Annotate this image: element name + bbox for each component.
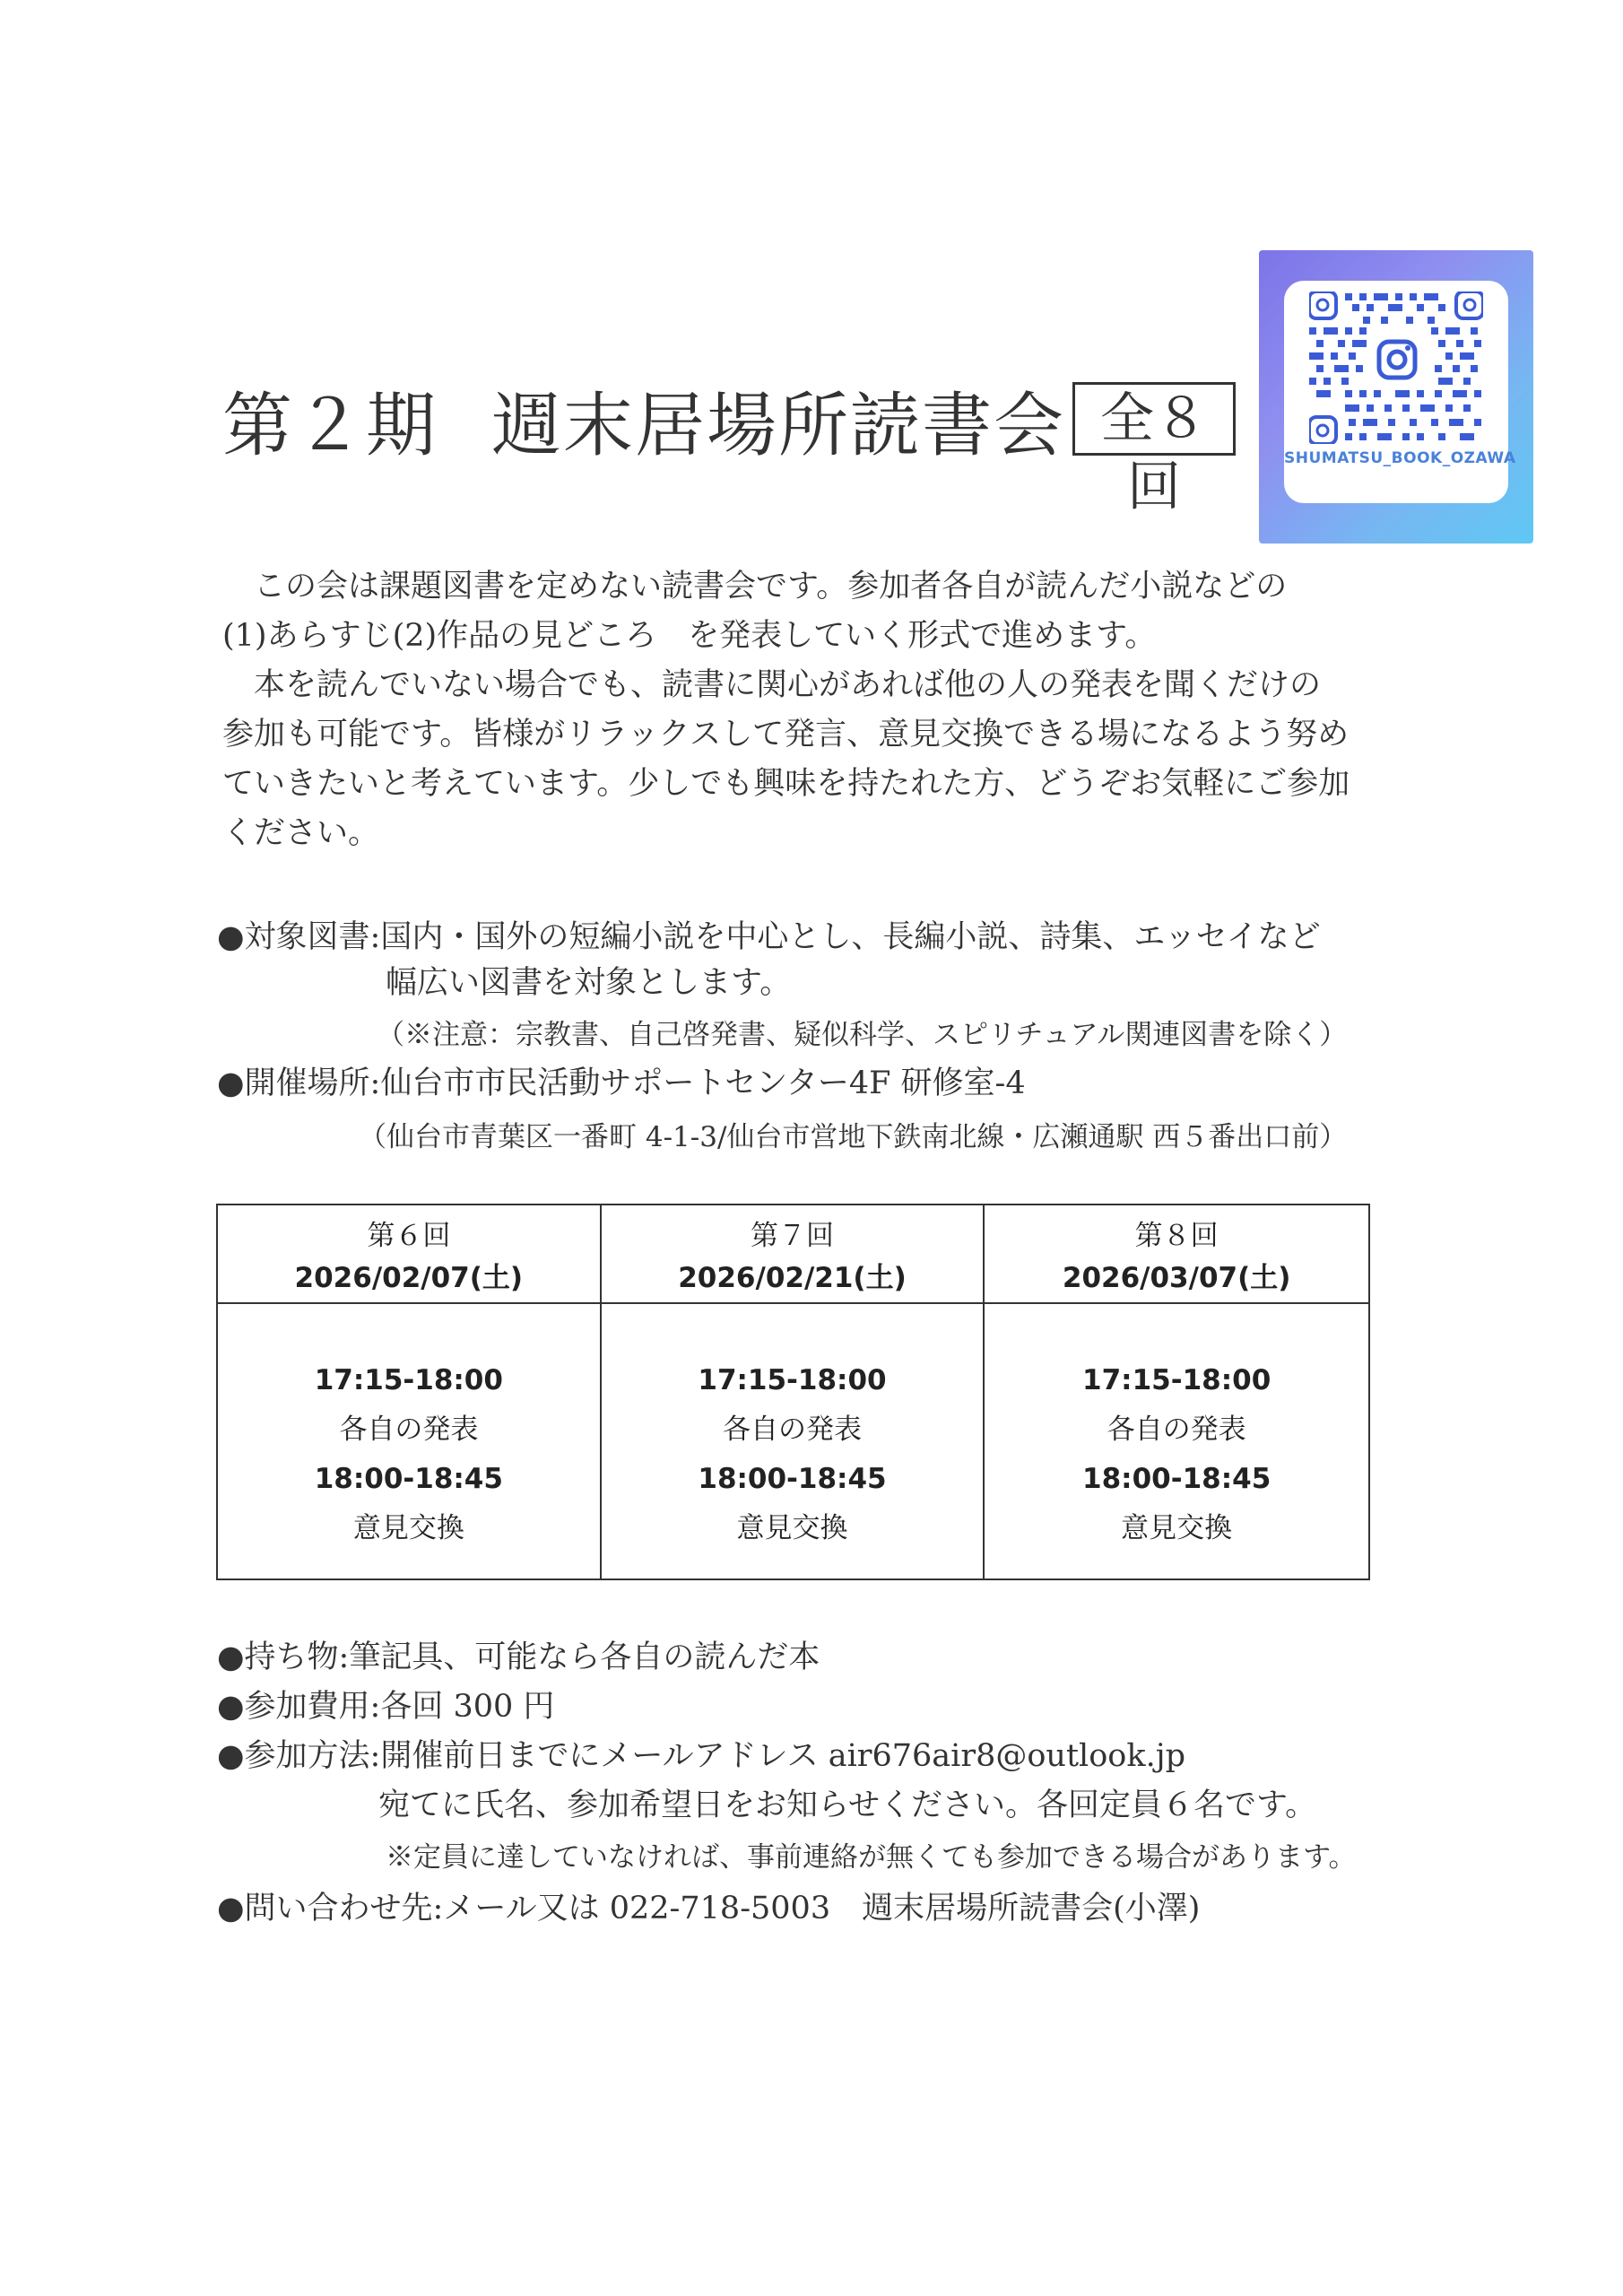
title-term: 第２期 (222, 386, 438, 466)
participation-method: ●参加方法:開催前日までにメールアドレス air676air8@outlook.jp (217, 1738, 1185, 1774)
session-date: 2026/02/07(土) (294, 1262, 524, 1294)
discussion-time: 18:00-18:45 (314, 1463, 503, 1495)
schedule-body-cell (985, 1304, 1368, 1578)
intro-line: (1)あらすじ(2)作品の見どころ を発表していく形式で進めます。 (222, 618, 1157, 654)
qr-code-panel (1284, 281, 1516, 503)
presentation-time: 17:15-18:00 (698, 1364, 887, 1396)
session-number: 第６回 (367, 1220, 451, 1252)
intro-line: ていきたいと考えています。少しでも興味を持たれた方、どうぞお気軽にご参加 (222, 766, 1350, 802)
schedule-body-cell (218, 1304, 602, 1578)
discussion-label: 意見交換 (736, 1512, 848, 1544)
discussion-time: 18:00-18:45 (1082, 1463, 1271, 1495)
session-date: 2026/03/07(土) (1062, 1262, 1291, 1294)
instagram-icon (1374, 336, 1420, 383)
venue-note: （仙台市青葉区一番町 4-1-3/仙台市営地下鉄南北線・広瀬通駅 西５番出口前） (359, 1121, 1348, 1153)
qr-finder-bottom-left (1309, 417, 1336, 444)
total-sessions-badge: 全８回 (1072, 382, 1236, 456)
discussion-label: 意見交換 (1121, 1512, 1233, 1544)
discussion-time: 18:00-18:45 (698, 1463, 887, 1495)
presentation-label: 各自の発表 (1107, 1413, 1246, 1446)
venue: ●開催場所:仙台市市民活動サポートセンター4F 研修室-4 (217, 1065, 1026, 1101)
instagram-qr-card (1259, 250, 1533, 544)
session-number: 第８回 (1134, 1220, 1219, 1252)
fee: ●参加費用:各回 300 円 (217, 1689, 555, 1725)
qr-finder-top-right (1456, 291, 1483, 318)
belongings: ●持ち物:筆記具、可能なら各自の読んだ本 (217, 1639, 820, 1675)
participation-note: ※定員に達していなければ、事前連絡が無くても参加できる場合があります。 (386, 1841, 1357, 1874)
presentation-time: 17:15-18:00 (1082, 1364, 1271, 1396)
contact: ●問い合わせ先:メール又は 022-718-5003 週末居場所読書会(小澤) (217, 1891, 1201, 1926)
session-number: 第７回 (750, 1220, 834, 1252)
schedule-header-cell (602, 1205, 985, 1304)
intro-line: ください。 (222, 815, 380, 851)
participation-method-cont: 宛てに氏名、参加希望日をお知らせください。各回定員６名です。 (378, 1787, 1317, 1823)
qr-finder-top-left (1309, 291, 1336, 318)
intro-text (222, 562, 1406, 858)
intro-line: 参加も可能です。皆様がリラックスして発言、意見交換できる場になるよう努め (222, 717, 1350, 752)
title-name: 週末居場所読書会 (491, 386, 1066, 466)
target-books: ●対象図書:国内・国外の短編小説を中心とし、長編小説、詩集、エッセイなど (217, 919, 1321, 955)
schedule-header-cell (985, 1205, 1368, 1304)
presentation-time: 17:15-18:00 (314, 1364, 503, 1396)
schedule-header-cell (218, 1205, 602, 1304)
schedule-body-cell (602, 1304, 985, 1578)
page-title (222, 370, 1065, 470)
presentation-label: 各自の発表 (339, 1413, 479, 1446)
intro-line: 本を読んでいない場合でも、読書に関心があれば他の人の発表を聞くだけの (222, 667, 1322, 703)
schedule-table (216, 1204, 1370, 1580)
presentation-label: 各自の発表 (722, 1413, 862, 1446)
session-date: 2026/02/21(土) (678, 1262, 907, 1294)
discussion-label: 意見交換 (352, 1512, 464, 1544)
intro-line: この会は課題図書を定めない読書会です。参加者各自が読んだ小説などの (222, 569, 1288, 604)
target-books-note: （※注意：宗教書、自己啓発書、疑似科学、スピリチュアル関連図書を除く） (377, 1019, 1348, 1051)
qr-code (1309, 291, 1483, 444)
target-books-cont: 幅広い図書を対象とします。 (386, 965, 792, 1001)
instagram-handle: SHUMATSU_BOOK_OZAWA (1284, 449, 1516, 467)
